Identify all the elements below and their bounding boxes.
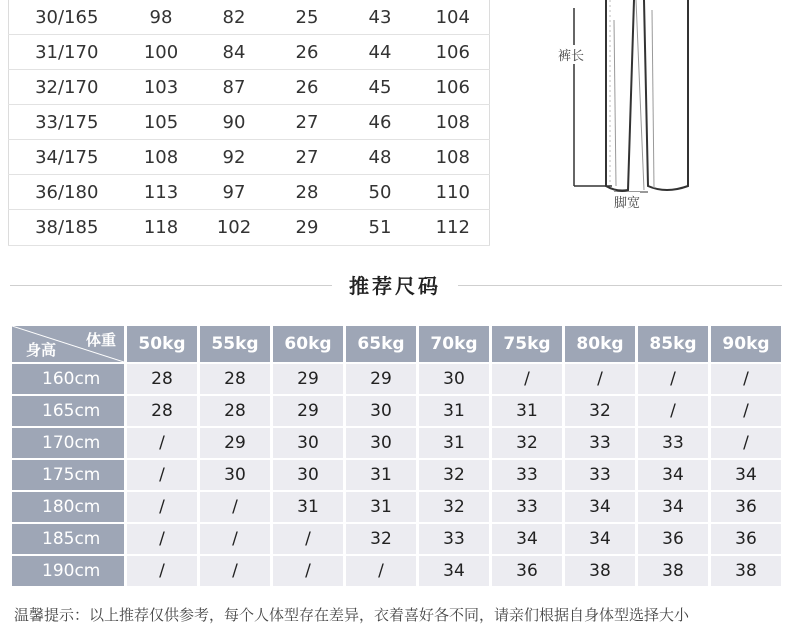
size-value-cell: 113 xyxy=(125,175,198,210)
recommended-size-cell: 34 xyxy=(638,492,708,522)
size-value-cell: 82 xyxy=(198,0,271,35)
weight-header: 80kg xyxy=(565,326,635,362)
corner-header xyxy=(12,326,124,362)
recommended-size-cell: 31 xyxy=(346,492,416,522)
size-value-cell: 44 xyxy=(344,35,417,70)
size-value-cell: 46 xyxy=(344,105,417,140)
height-axis-label: 身高 xyxy=(26,341,57,359)
size-value-cell: 100 xyxy=(125,35,198,70)
tip-text: 温馨提示：以上推荐仅供参考，每个人体型存在差异，衣着喜好各不同，请亲们根据自身体型选择大小 xyxy=(14,606,690,624)
size-value-cell: 50 xyxy=(344,175,417,210)
size-row xyxy=(9,70,490,105)
size-value-cell: 104 xyxy=(417,0,490,35)
recommended-size-cell: / xyxy=(492,364,562,394)
recommended-size-cell: 32 xyxy=(419,492,489,522)
height-header: 165cm xyxy=(12,396,124,426)
height-header: 180cm xyxy=(12,492,124,522)
size-value-cell: 28 xyxy=(271,175,344,210)
recommended-size-cell: 36 xyxy=(711,492,781,522)
size-row xyxy=(9,0,490,35)
recommended-size-cell: 30 xyxy=(346,428,416,458)
height-header: 170cm xyxy=(12,428,124,458)
size-value-cell: 102 xyxy=(198,210,271,246)
recommended-size-cell: 30 xyxy=(200,460,270,490)
recommended-size-cell: 28 xyxy=(127,396,197,426)
recommended-size-cell: 32 xyxy=(419,460,489,490)
recommended-size-cell: 29 xyxy=(200,428,270,458)
recommended-size-cell: 33 xyxy=(492,492,562,522)
recommended-size-cell: / xyxy=(200,492,270,522)
recommended-size-cell: / xyxy=(200,556,270,586)
recommend-row xyxy=(12,428,781,458)
recommended-size-cell: 28 xyxy=(200,396,270,426)
recommended-size-cell: 36 xyxy=(711,524,781,554)
recommend-row xyxy=(12,492,781,522)
recommended-size-cell: / xyxy=(200,524,270,554)
size-row xyxy=(9,210,490,246)
height-header: 175cm xyxy=(12,460,124,490)
recommend-row xyxy=(12,396,781,426)
weight-header: 90kg xyxy=(711,326,781,362)
pants-outline xyxy=(548,0,708,215)
size-table xyxy=(8,0,490,246)
size-value-cell: 92 xyxy=(198,140,271,175)
recommended-size-cell: / xyxy=(127,492,197,522)
recommended-size-cell: 31 xyxy=(492,396,562,426)
recommended-size-cell: 28 xyxy=(200,364,270,394)
recommended-size-cell: 29 xyxy=(273,396,343,426)
recommended-size-cell: / xyxy=(565,364,635,394)
size-value-cell: 108 xyxy=(125,140,198,175)
recommended-size-cell: 36 xyxy=(638,524,708,554)
size-value-cell: 112 xyxy=(417,210,490,246)
height-header: 160cm xyxy=(12,364,124,394)
recommended-size-cell: 34 xyxy=(638,460,708,490)
recommended-size-cell: 31 xyxy=(273,492,343,522)
pants-diagram xyxy=(548,0,708,215)
size-value-cell: 106 xyxy=(417,35,490,70)
section-title: 推荐尺码 xyxy=(0,270,790,299)
recommended-size-cell: 30 xyxy=(419,364,489,394)
size-row xyxy=(9,35,490,70)
recommended-size-cell: 34 xyxy=(419,556,489,586)
recommend-row xyxy=(12,364,781,394)
size-code-cell: 31/170 xyxy=(9,35,125,70)
recommended-size-cell: 31 xyxy=(419,396,489,426)
recommended-size-cell: 33 xyxy=(565,460,635,490)
recommended-size-cell: 33 xyxy=(565,428,635,458)
weight-header: 65kg xyxy=(346,326,416,362)
recommended-size-cell: / xyxy=(711,364,781,394)
size-value-cell: 106 xyxy=(417,70,490,105)
weight-header: 70kg xyxy=(419,326,489,362)
recommended-size-cell: / xyxy=(127,556,197,586)
size-row xyxy=(9,140,490,175)
recommend-table xyxy=(9,324,784,588)
size-value-cell: 26 xyxy=(271,35,344,70)
recommend-row xyxy=(12,460,781,490)
recommended-size-cell: 30 xyxy=(273,460,343,490)
recommended-size-cell: 34 xyxy=(492,524,562,554)
recommended-size-cell: / xyxy=(711,396,781,426)
recommended-size-cell: 32 xyxy=(492,428,562,458)
weight-axis-label: 体重 xyxy=(85,331,116,349)
recommended-size-cell: / xyxy=(127,428,197,458)
recommended-size-cell: / xyxy=(638,364,708,394)
recommended-size-cell: 33 xyxy=(419,524,489,554)
size-value-cell: 118 xyxy=(125,210,198,246)
size-code-cell: 30/165 xyxy=(9,0,125,35)
size-value-cell: 90 xyxy=(198,105,271,140)
recommended-size-cell: 38 xyxy=(711,556,781,586)
size-value-cell: 108 xyxy=(417,105,490,140)
height-header: 190cm xyxy=(12,556,124,586)
recommended-size-cell: 31 xyxy=(419,428,489,458)
recommended-size-cell: 34 xyxy=(565,492,635,522)
size-value-cell: 27 xyxy=(271,140,344,175)
recommended-size-cell: / xyxy=(127,524,197,554)
size-value-cell: 98 xyxy=(125,0,198,35)
length-label: 裤长 xyxy=(558,45,584,64)
recommended-size-cell: / xyxy=(273,556,343,586)
height-header: 185cm xyxy=(12,524,124,554)
recommended-size-cell: / xyxy=(273,524,343,554)
recommended-size-cell: 33 xyxy=(638,428,708,458)
size-value-cell: 48 xyxy=(344,140,417,175)
weight-header: 85kg xyxy=(638,326,708,362)
weight-header: 60kg xyxy=(273,326,343,362)
recommended-size-cell: 30 xyxy=(346,396,416,426)
recommended-size-cell: 29 xyxy=(273,364,343,394)
recommended-size-cell: 34 xyxy=(711,460,781,490)
size-code-cell: 38/185 xyxy=(9,210,125,246)
size-code-cell: 33/175 xyxy=(9,105,125,140)
size-value-cell: 27 xyxy=(271,105,344,140)
size-code-cell: 34/175 xyxy=(9,140,125,175)
hem-label: 脚宽 xyxy=(614,192,640,211)
size-row xyxy=(9,105,490,140)
recommended-size-cell: 32 xyxy=(565,396,635,426)
recommended-size-cell: 29 xyxy=(346,364,416,394)
recommend-row xyxy=(12,556,781,586)
recommended-size-cell: 32 xyxy=(346,524,416,554)
size-value-cell: 29 xyxy=(271,210,344,246)
size-value-cell: 87 xyxy=(198,70,271,105)
size-value-cell: 51 xyxy=(344,210,417,246)
recommended-size-cell: 30 xyxy=(273,428,343,458)
recommended-size-cell: 38 xyxy=(638,556,708,586)
size-value-cell: 108 xyxy=(417,140,490,175)
recommended-size-cell: 34 xyxy=(565,524,635,554)
weight-header: 55kg xyxy=(200,326,270,362)
size-code-cell: 36/180 xyxy=(9,175,125,210)
size-row xyxy=(9,175,490,210)
size-value-cell: 45 xyxy=(344,70,417,105)
recommended-size-cell: / xyxy=(638,396,708,426)
size-value-cell: 25 xyxy=(271,0,344,35)
recommended-size-cell: 33 xyxy=(492,460,562,490)
recommended-size-cell: 38 xyxy=(565,556,635,586)
size-value-cell: 103 xyxy=(125,70,198,105)
weight-header: 50kg xyxy=(127,326,197,362)
recommend-row xyxy=(12,524,781,554)
weight-header: 75kg xyxy=(492,326,562,362)
size-value-cell: 26 xyxy=(271,70,344,105)
recommended-size-cell: / xyxy=(711,428,781,458)
size-value-cell: 110 xyxy=(417,175,490,210)
recommended-size-cell: / xyxy=(346,556,416,586)
size-value-cell: 84 xyxy=(198,35,271,70)
recommended-size-cell: 31 xyxy=(346,460,416,490)
size-value-cell: 43 xyxy=(344,0,417,35)
size-code-cell: 32/170 xyxy=(9,70,125,105)
size-value-cell: 97 xyxy=(198,175,271,210)
recommended-size-cell: / xyxy=(127,460,197,490)
recommended-size-cell: 28 xyxy=(127,364,197,394)
recommended-size-cell: 36 xyxy=(492,556,562,586)
size-value-cell: 105 xyxy=(125,105,198,140)
